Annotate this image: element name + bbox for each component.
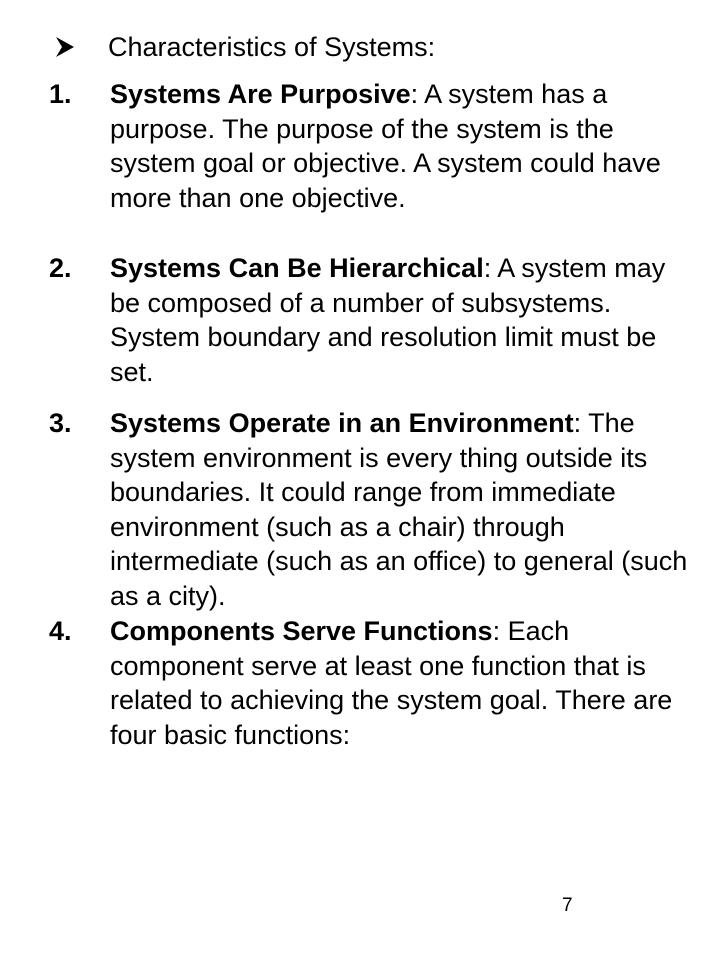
item-term: Systems Are Purposive	[110, 79, 411, 109]
list-item	[49, 77, 689, 215]
item-term: Systems Operate in an Environment	[110, 408, 574, 438]
section-heading	[54, 28, 435, 66]
item-text: : Each component serve at least one function that is related to achieving the system goal. There are four basic functions:	[110, 616, 673, 750]
item-text: : The system environment is every thing outside its boundaries. It could range from immediate environment (such as a chair) through intermediate (such as an office) to general (such as a city).	[110, 408, 688, 611]
arrow-bullet-icon	[54, 36, 76, 58]
heading-text: Characteristics of Systems:	[108, 32, 436, 62]
list-item	[49, 614, 689, 752]
item-text: : A system has a purpose. The purpose of the system is the system goal or objective. A system could have more than one objective.	[110, 79, 661, 213]
item-text: : A system may be composed of a number of subsystems. System boundary and resolution limit must be set.	[110, 253, 666, 387]
list-item	[49, 251, 689, 389]
item-number: 4.	[49, 616, 72, 646]
item-number: 2.	[49, 253, 72, 283]
item-number: 3.	[49, 408, 72, 438]
item-number: 1.	[49, 79, 72, 109]
item-term: Systems Can Be Hierarchical	[110, 253, 484, 283]
list-item	[49, 406, 689, 613]
page-number: 7	[562, 895, 573, 916]
item-term: Components Serve Functions	[110, 616, 493, 646]
